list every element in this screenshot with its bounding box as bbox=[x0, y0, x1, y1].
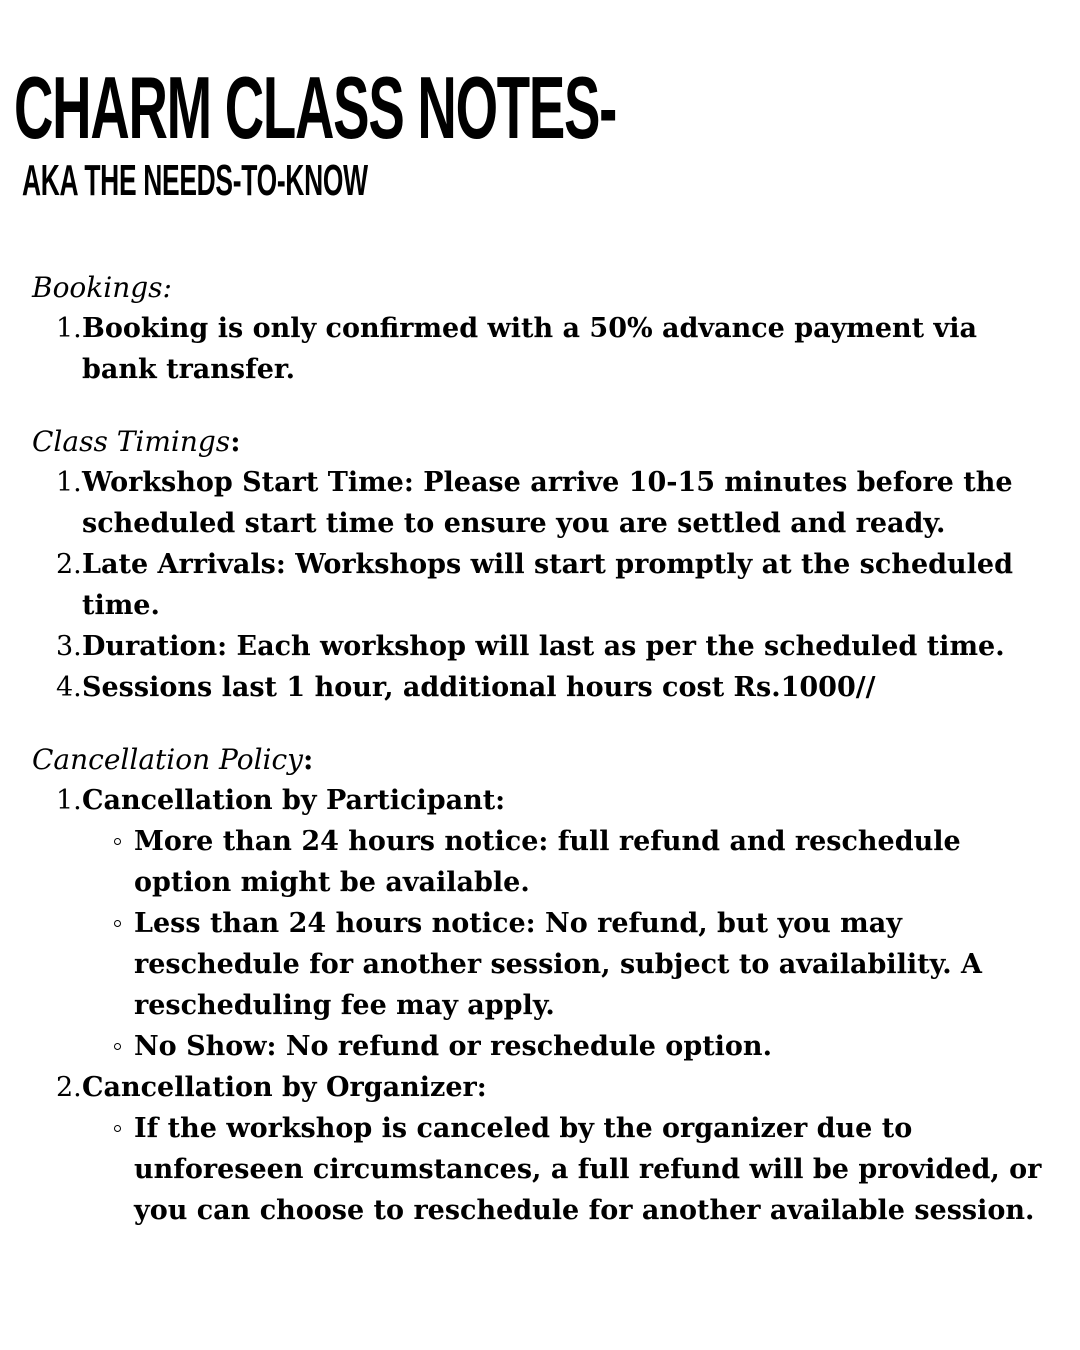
heading-colon: : bbox=[302, 743, 314, 776]
hollow-bullet-icon bbox=[114, 1125, 121, 1132]
cancellation-list bbox=[32, 780, 1052, 1231]
list-item bbox=[32, 462, 1052, 544]
list-number: 1. bbox=[56, 785, 82, 816]
list-item bbox=[32, 544, 1052, 626]
list-item bbox=[32, 308, 1052, 390]
list-number: 4. bbox=[56, 672, 82, 703]
bookings-list bbox=[32, 308, 1052, 390]
timings-list bbox=[32, 462, 1052, 708]
sub-list-item bbox=[82, 1026, 1052, 1067]
sub-list-item bbox=[82, 821, 1052, 903]
list-item-text: Duration: Each workshop will last as per the scheduled time. bbox=[82, 631, 1005, 662]
section-class-timings bbox=[32, 421, 1052, 708]
section-heading-class-timings bbox=[32, 421, 1052, 462]
list-item bbox=[32, 1067, 1052, 1231]
heading-colon: : bbox=[230, 425, 241, 458]
hollow-bullet-icon bbox=[114, 920, 121, 927]
sub-list-item-text: No Show: No refund or reschedule option. bbox=[134, 1031, 772, 1062]
section-heading-text: Cancellation Policy bbox=[32, 743, 303, 776]
list-item-label: Cancellation by Participant: bbox=[82, 785, 506, 816]
list-item-text: Late Arrivals: Workshops will start promptly at the scheduled time. bbox=[82, 549, 1013, 621]
list-number: 1. bbox=[56, 313, 82, 344]
section-heading-text: Bookings: bbox=[32, 271, 172, 304]
organizer-sublist bbox=[82, 1108, 1052, 1231]
sub-list-item-text: More than 24 hours notice: full refund and reschedule option might be available. bbox=[134, 826, 961, 898]
hollow-bullet-icon bbox=[114, 1043, 121, 1050]
list-item-text: Workshop Start Time: Please arrive 10-15 minutes before the scheduled start time to ensure you are settled and ready. bbox=[82, 467, 1013, 539]
list-item bbox=[32, 780, 1052, 1067]
section-cancellation-policy bbox=[32, 739, 1052, 1231]
participant-sublist bbox=[82, 821, 1052, 1067]
sub-list-item-text: Less than 24 hours notice: No refund, but you may reschedule for another session, subject to availability. A rescheduling fee may apply. bbox=[134, 908, 982, 1021]
list-item bbox=[32, 667, 1052, 708]
list-number: 3. bbox=[56, 631, 82, 662]
list-number: 1. bbox=[56, 467, 82, 498]
list-item-text: Sessions last 1 hour, additional hours cost Rs.1000// bbox=[82, 672, 876, 703]
sub-list-item bbox=[82, 1108, 1052, 1231]
list-item-text: Booking is only confirmed with a 50% advance payment via bank transfer. bbox=[82, 313, 977, 385]
list-item bbox=[32, 626, 1052, 667]
list-number: 2. bbox=[56, 1072, 82, 1103]
section-bookings bbox=[32, 267, 1052, 390]
page-subtitle: AKA THE NEEDS-TO-KNOW bbox=[22, 156, 368, 205]
sub-list-item-text: If the workshop is canceled by the organizer due to unforeseen circumstances, a full refund will be provided, or you can choose to reschedule for another available session. bbox=[134, 1113, 1042, 1226]
page-title: CHARM CLASS NOTES- bbox=[14, 58, 617, 157]
notes-body bbox=[32, 267, 1052, 1262]
list-item-label: Cancellation by Organizer: bbox=[82, 1072, 487, 1103]
section-heading-bookings bbox=[32, 267, 1052, 308]
section-heading-cancellation-policy bbox=[32, 739, 1052, 780]
list-number: 2. bbox=[56, 549, 82, 580]
sub-list-item bbox=[82, 903, 1052, 1026]
section-heading-text: Class Timings bbox=[32, 425, 231, 458]
hollow-bullet-icon bbox=[114, 838, 121, 845]
